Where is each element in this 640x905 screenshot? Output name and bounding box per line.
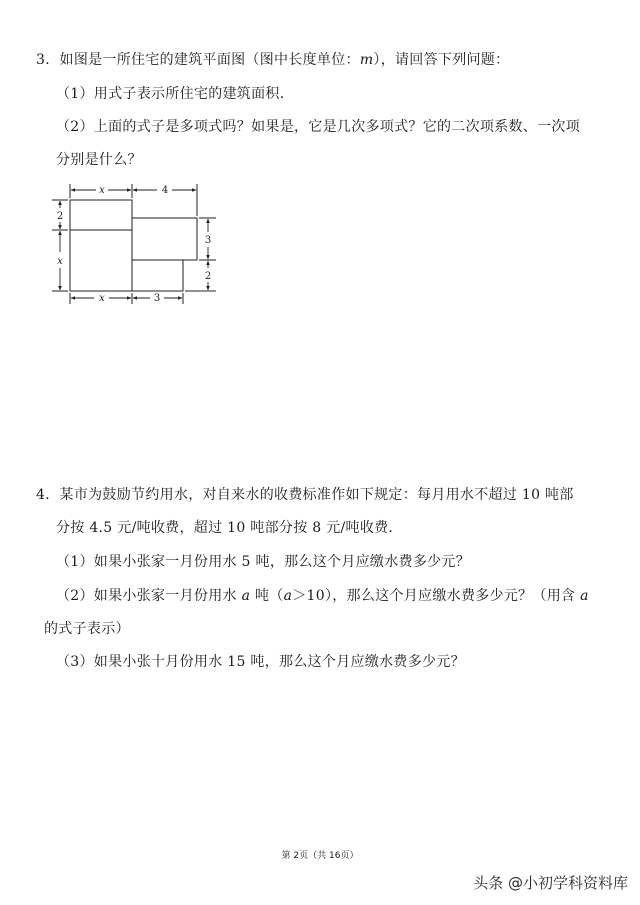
problem3-question2-cont: 分别是什么？: [56, 152, 142, 168]
dim-bottom-x: x: [99, 293, 105, 304]
problem3-statement: 3．如图是一所住宅的建筑平面图（图中长度单位：m），请回答下列问题：: [36, 52, 510, 68]
problem4-question2: （2）如果小张家一月份用水 a 吨（a＞10），那么这个月应缴水费多少元？（用含 a: [56, 588, 589, 604]
problem4-question2-cont: 的式子表示）: [44, 621, 130, 637]
problem3-question1: （1）用式子表示所住宅的建筑面积．: [56, 86, 295, 102]
page-footer: 第 2页（共 16页）: [281, 851, 359, 861]
floor-plan-figure: [50, 180, 220, 305]
watermark: 头条 @小初学科资料库: [473, 874, 628, 892]
problem4-statement: 4．某市为鼓励节约用水，对自来水的收费标准作如下规定：每月用水不超过 10 吨部: [36, 487, 574, 503]
dim-top-4: 4: [161, 185, 169, 196]
dim-top-x: x: [99, 185, 105, 196]
dim-right-2: 2: [204, 271, 212, 282]
problem4-question3: （3）如果小张十月份用水 15 吨，那么这个月应缴水费多少元？: [56, 654, 465, 670]
problem4-number: 4: [36, 487, 46, 503]
dim-bottom-3: 3: [153, 293, 161, 304]
dim-left-2: 2: [56, 211, 64, 222]
dim-left-x: x: [57, 256, 63, 267]
plan-outline: [70, 200, 197, 291]
problem4-statement-cont: 分按 4.5 元/吨收费，超过 10 吨部分按 8 元/吨收费．: [56, 520, 403, 536]
dim-right-3: 3: [204, 235, 212, 246]
problem3-number: 3: [36, 52, 46, 68]
problem3-question2: （2）上面的式子是多项式吗？如果是，它是几次多项式？它的二次项系数、一次项: [56, 119, 581, 135]
problem4-question1: （1）如果小张家一月份用水 5 吨，那么这个月应缴水费多少元？: [56, 554, 471, 570]
